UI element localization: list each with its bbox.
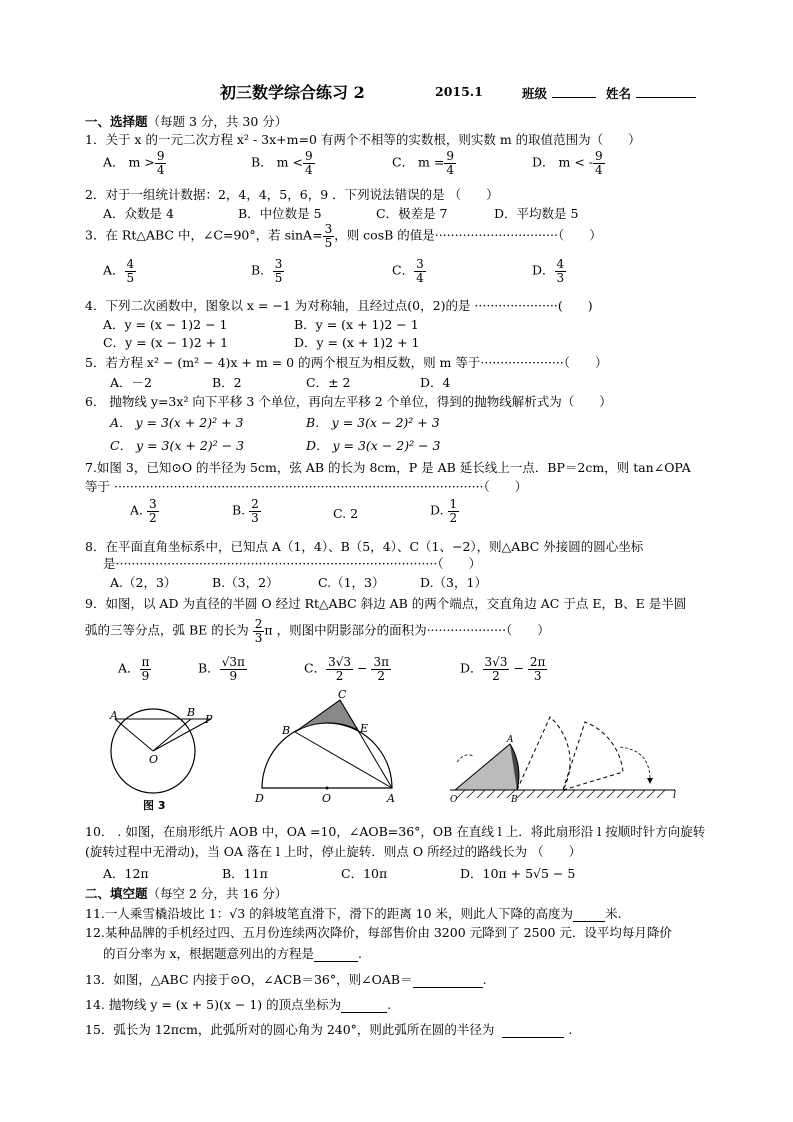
q1-option-c: C． m = $\frac{9}{4}$ <box>392 149 454 177</box>
section1-note: （每题 3 分，共 30 分） <box>147 114 288 129</box>
q8-option-b: B.（3，2） <box>212 575 279 590</box>
q1-option-b: B． m < $\frac{9}{4}$ <box>251 149 313 177</box>
q8-option-d: D.（3，1） <box>420 575 487 590</box>
q6-text: 6． 抛物线 y=3x² 向下平移 3 个单位，再向左平移 2 个单位，得到的抛物线解析式为（ ） <box>85 394 612 409</box>
q2-option-c: C．极差是 7 <box>376 206 448 221</box>
fig9-label-c: C <box>338 690 347 701</box>
fig9-label-o: O <box>322 792 332 805</box>
name-field[interactable] <box>636 97 696 98</box>
class-field[interactable] <box>552 97 596 98</box>
q7-option-b: B. $\frac{2}{3}$ <box>232 497 259 525</box>
q4-option-c: C．y = (x − 1)2 + 1 <box>103 335 229 350</box>
section2-header <box>85 884 287 902</box>
fig3-caption: 图 3 <box>143 799 166 812</box>
fig9-label-a: A <box>387 792 395 805</box>
q15-text: 15．弧长为 12πcm，此弧所对的圆心角为 240°，则此弧所在圆的半径为 . <box>85 1022 573 1037</box>
q13-answer-blank[interactable] <box>413 972 483 988</box>
q4-option-d: D．y = (x + 1)2 + 1 <box>294 335 420 350</box>
q12-answer-blank[interactable] <box>314 946 358 962</box>
q8-line1: 8．在平面直角坐标系中，已知点 A（1，4）、B（5，4）、C（1、−2），则△ABC 外接圆的圆心坐标 <box>85 539 644 554</box>
q6-option-c: C． y = 3(x + 2)² − 3 <box>110 438 245 453</box>
fig10-label-l: l <box>673 790 677 801</box>
q8-option-c: C.（1，3） <box>318 575 385 590</box>
q15-answer-blank[interactable] <box>502 1022 564 1038</box>
q10-option-a: A．12π <box>103 866 149 881</box>
fig3-label-o: O <box>149 753 159 766</box>
q6-option-d: D． y = 3(x − 2)² − 3 <box>306 438 441 453</box>
q8-option-a: A.（2，3） <box>110 575 177 590</box>
class-label: 班级 <box>522 86 548 101</box>
q3-option-d: D． $\frac{4}{3}$ <box>532 257 565 285</box>
q3-option-b: B． $\frac{3}{5}$ <box>251 257 283 285</box>
fig9-label-d: D <box>255 792 264 805</box>
q13-text: 13．如图，△ABC 内接于⊙O，∠ACB＝36°，则∠OAB＝ . <box>85 972 487 987</box>
q9-option-b: B． $\frac{√3\pi}{9}$ <box>198 655 245 683</box>
q12-line2: 的百分率为 x，根据题意列出的方程是 . <box>103 946 363 961</box>
fig3-label-b: B <box>187 706 196 719</box>
q7-line1: 7.如图 3，已知⊙O 的半径为 5cm，弦 AB 的长为 8cm，P 是 AB 延长线上一点．BP＝2cm，则 tan∠OPA <box>85 460 691 475</box>
q10-line1: 10． . 如图，在扇形纸片 AOB 中，OA =10，∠AOB=36°，OB 在直线 l 上．将此扇形沿 l 按顺时针方向旋转 <box>85 824 706 839</box>
q7-option-a: A. $\frac{3}{2}$ <box>130 497 157 525</box>
q14-text: 14. 抛物线 y = (x + 5)(x − 1) 的顶点坐标为 . <box>85 997 392 1012</box>
fig9-label-b: B <box>282 724 291 737</box>
q5-option-c: C．± 2 <box>306 375 351 390</box>
name-label: 姓名 <box>606 86 632 101</box>
q6-option-b: B． y = 3(x − 2)² + 3 <box>306 415 440 430</box>
section1-header <box>85 112 287 130</box>
q2-option-b: B．中位数是 5 <box>238 206 322 221</box>
q3-option-c: C． $\frac{3}{4}$ <box>392 257 424 285</box>
fig10-label-a: A <box>507 735 514 745</box>
q1-option-a: A． m > $\frac{9}{4}$ <box>103 149 165 177</box>
figure-q10 <box>445 712 685 807</box>
section1-heading: 一、选择题 <box>85 114 148 129</box>
q6-option-a: A． y = 3(x + 2)² + 3 <box>110 415 244 430</box>
fig10-label-b: B <box>511 795 518 805</box>
fig10-label-o: O <box>450 795 458 805</box>
fig3-label-p: P <box>205 713 213 726</box>
q8-line2: 是·················································································（ ） <box>103 556 482 571</box>
q10-option-d: D．10π + 5√5 − 5 <box>460 866 576 881</box>
q10-option-c: C．10π <box>341 866 388 881</box>
q2-option-a: A．众数是 4 <box>103 206 174 221</box>
q9-line1: 9．如图，以 AD 为直径的半圆 O 经过 Rt△ABC 斜边 AB 的两个端点，交直角边 AC 于点 E，B、E 是半圆 <box>85 596 687 611</box>
q9-option-a: A． $\frac{\pi}{9}$ <box>118 655 150 683</box>
q11-answer-blank[interactable] <box>573 906 605 922</box>
q1-text: 1．关于 x 的一元二次方程 x² - 3x+m=0 有两个不相等的实数根，则实数 m 的取值范围为（ ） <box>85 132 641 147</box>
q5-option-d: D．4 <box>420 375 451 390</box>
q2-text: 2．对于一组统计数据：2，4，4，5，6，9 ．下列说法错误的是 （ ） <box>85 187 499 202</box>
q7-option-d: D. $\frac{1}{2}$ <box>430 497 458 525</box>
figure-3 <box>105 705 225 815</box>
section2-note: （每空 2 分，共 16 分） <box>147 886 288 901</box>
q14-answer-blank[interactable] <box>341 997 387 1013</box>
q5-text: 5．若方程 x² − (m² − 4)x + m = 0 的两个根互为相反数，则 m 等于·····················（ ） <box>85 355 608 370</box>
q9-option-d: D． $\frac{3√3}{2}$ − $\frac{2\pi}{3}$ <box>460 655 546 683</box>
q12-line1: 12.某种品牌的手机经过四、五月份连续两次降价，每部售价由 3200 元降到了 2500 元．设平均每月降价 <box>85 925 672 940</box>
q11-text: 11.一人乘雪橇沿坡比 1：√3 的斜坡笔直滑下，滑下的距离 10 米，则此人下降的高度为 米. <box>85 906 622 921</box>
q4-text: 4．下列二次函数中，图象以 x = −1 为对称轴，且经过点(0，2)的是 ·····················( ) <box>85 298 593 313</box>
q1-option-d: D． m < - $\frac{9}{4}$ <box>532 149 603 177</box>
q5-option-b: B．2 <box>212 375 242 390</box>
page-title: 初三数学综合练习 2 <box>220 83 365 102</box>
exam-date: 2015.1 <box>435 84 483 99</box>
q7-option-c: C. 2 <box>333 506 359 521</box>
q3-option-a: A． $\frac{4}{5}$ <box>103 257 135 285</box>
q2-option-d: D．平均数是 5 <box>494 206 579 221</box>
q9-option-c: C． $\frac{3√3}{2}$ − $\frac{3\pi}{2}$ <box>304 655 389 683</box>
q4-option-b: B．y = (x + 1)2 − 1 <box>294 317 419 332</box>
fig3-label-a: A <box>110 709 118 722</box>
q9-line2: 弧的三等分点，弧 BE 的长为 $\frac{2}{3}$ π ，则图中阴影部分的面积为····················（ ） <box>85 617 550 645</box>
q7-line2: 等于 ·····························································································（ ） <box>85 479 528 494</box>
fig9-label-e: E <box>360 722 369 735</box>
q10-option-b: B．11π <box>222 866 268 881</box>
q3-text: 3．在 Rt△ABC 中，∠C=90°，若 sinA= $\frac{3}{5}$ ，则 cosB 的值是·······························（ ） <box>85 222 602 250</box>
section2-heading: 二、填空题 <box>85 886 148 901</box>
q5-option-a: A．－2 <box>110 375 152 390</box>
q10-line2: (旋转过程中无滑动)，当 OA 落在 l 上时，停止旋转．则点 O 所经过的路线长为 （ ） <box>85 844 582 859</box>
q4-option-a: A．y = (x − 1)2 − 1 <box>103 317 228 332</box>
figure-q9 <box>250 690 400 810</box>
